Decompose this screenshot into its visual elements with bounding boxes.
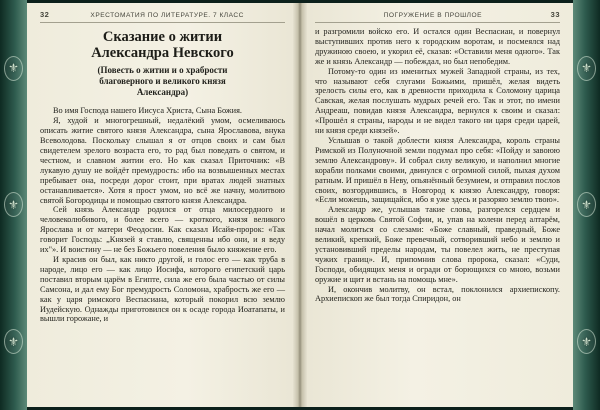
body-text-right (315, 27, 560, 304)
left-ornament-band (0, 0, 27, 410)
running-header-left (40, 8, 285, 23)
paragraph: и разгромили войско его. И остался один Веспасиан, и повернул выступивших против него к городским воротам, и посмеялся над дружиною своею, и укорил её, сказав: «Оставили меня одного». Так же и князь Александр — побеждал, но был непобедим. (315, 27, 560, 66)
page-number-left: 32 (40, 10, 50, 19)
chapter-subtitle: (Повесть о житии и о храбрости благоверного и великого князя Александра) (97, 65, 228, 98)
paragraph: И, окончив молитву, он встал, поклонился архиепископу. Архиепископ же был тогда Спиридон, он (315, 284, 560, 304)
fleur-de-lis-icon: ⚜ (581, 334, 592, 349)
fleur-de-lis-ornament (577, 329, 596, 354)
running-header-right (315, 8, 560, 23)
paragraph: Во имя Господа нашего Иисуса Христа, Сына Божия. (53, 106, 242, 116)
page-left (27, 3, 293, 407)
body-text-left (40, 106, 285, 324)
fleur-de-lis-ornament (4, 192, 23, 217)
fleur-de-lis-ornament (4, 56, 23, 81)
fleur-de-lis-ornament (577, 56, 596, 81)
fleur-de-lis-icon: ⚜ (581, 61, 592, 76)
running-header-text-left: ХРЕСТОМАТИЯ ПО ЛИТЕРАТУРЕ. 7 КЛАСС (90, 12, 244, 19)
page-number-right: 33 (550, 10, 560, 19)
paragraph: Услышав о такой доблести князя Александра, король страны Римской из Полуночной земли подумал про себя: «Пойду и завоюю землю Александрову». И собрал силу великую, и наполнил многие корабли полками своими, двинулся с огромной силой, пыхая духом ратным. И пришёл в Неву, опьянённый безумием, и отправил послов своих, возгордившись, в Новгород к князю Александру, говоря: «Если можешь, защищайся, ибо я уже здесь и разоряю землю твою». (315, 135, 560, 205)
page-right (307, 3, 573, 407)
fleur-de-lis-icon: ⚜ (581, 197, 592, 212)
paragraph: Потому-то один из именитых мужей Западной страны, из тех, что называют себя слугами Божьими, пришёл, желая видеть зрелость силы его, как в древности приходила к Соломону царица Савская, желая послушать мудрых речей его. Так и этот, по имени Андреаш, повидав князя Александра, вернулся к своим и сказал: «Прошёл я страны, народы и не видел такого ни царя среди царей, ни князя среди князей». (315, 66, 560, 136)
paragraph: Я, худой и многогрешный, недалёкий умом, осмеливаюсь описать житие святого князя Александра, сына Ярославова, внука Всеволодова. Поскольку слышал я от отцов своих и сам был свидетелем зрелого возраста его, то рад был поведать о святом, и честном, и славном житии его. Но как сказал Приточник: «В лукавую душу не войдёт премудрость: ибо на возвышенных местах пребывает она, посреди дорог стоит, при вратах людей знатных останавливается». Хотя я прост умом, но всё же начну, молитвою святой Богородицы и помощью святого князя Александра. (40, 116, 285, 205)
right-ornament-band (573, 0, 600, 410)
fleur-de-lis-ornament (577, 192, 596, 217)
fleur-de-lis-icon: ⚜ (8, 197, 19, 212)
book-spine (293, 3, 307, 407)
fleur-de-lis-icon: ⚜ (8, 61, 19, 76)
paragraph: Александр же, услышав такие слова, разгорелся сердцем и вошёл в церковь Святой Софии, и, упав на колени перед алтарём, начал молиться со слезами: «Боже славный, праведный, Боже великий, крепкий, Боже превечный, сотворивший небо и землю и установивший пределы народам, ты повелел жить, не преступая чужих границ». И, припомнив слова пророка, сказал: «Суди, Господи, обидящих меня и огради от борющихся со мною, возьми оружие и щит и встань на помощь мне». (315, 205, 560, 284)
fleur-de-lis-ornament (4, 329, 23, 354)
pages-container (27, 3, 573, 407)
paragraph: Сей князь Александр родился от отца милосердного и человеколюбивого, и более всего — кроткого, князя великого Ярослава и от матери Феодосии. Как сказал Исайя-пророк: «Так говорит Господь: „Князей я ставлю, священны ибо они, и я веду их"». И воистину — не без Божьего повеления было княжение его. (40, 205, 285, 255)
running-header-text-right: ПОГРУЖЕНИЕ В ПРОШЛОЕ (383, 12, 482, 19)
paragraph: И красив он был, как никто другой, и голос его — как труба в народе, лицо его — как лицо Иосифа, которого египетский царь поставил вторым царём в Египте, сила же его была частью от силы Самсона, и дал ему Бог премудрость Соломона, храбрость же его — как у царя римского Веспасиана, который покорил всю землю Иудейскую. Однажды приготовился он к осаде города Иоатапаты, и вышли горожане, и (40, 254, 285, 324)
chapter-title: Сказание о житии Александра Невского (91, 29, 234, 62)
fleur-de-lis-icon: ⚜ (8, 334, 19, 349)
